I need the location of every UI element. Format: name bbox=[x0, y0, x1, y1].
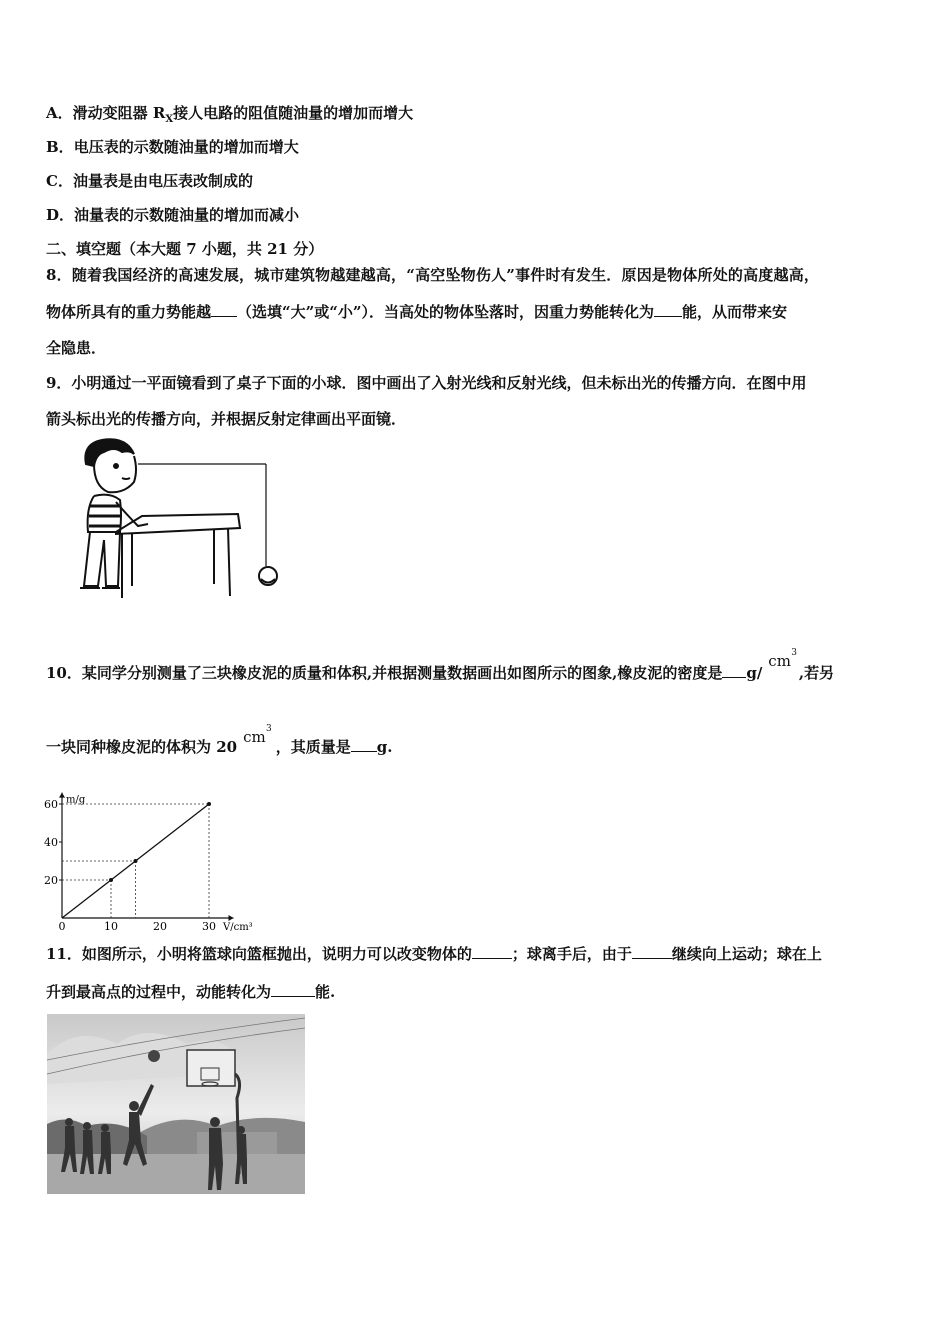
q10-blank-1[interactable] bbox=[722, 663, 746, 678]
q8-line2-b: （选填“大”或“小”）．当高处的物体坠落时，因重力势能转化为 bbox=[237, 303, 655, 321]
option-a-letter: A． bbox=[46, 104, 73, 122]
q10-unit-exp-b: 3 bbox=[266, 724, 272, 734]
q8-line1: 8．随着我国经济的高速发展，城市建筑物越建越高，“高空坠物伤人”事件时有发生．原因是物体所处的高度越高， bbox=[46, 266, 820, 284]
q10-line2 bbox=[46, 724, 393, 757]
q11-line2-a: 升到最高点的过程中，动能转化为 bbox=[46, 983, 272, 1001]
q10-line1-c: ,若另 bbox=[798, 664, 835, 682]
q10-unit-cm3-a bbox=[768, 648, 797, 671]
option-b-text: 电压表的示数随油量的增加而增大 bbox=[73, 138, 299, 156]
data-point bbox=[109, 878, 113, 882]
x-tick-label: 30 bbox=[202, 920, 216, 933]
q11-blank-3[interactable] bbox=[271, 982, 315, 997]
option-d-letter: D． bbox=[46, 206, 75, 224]
boy-drawing bbox=[80, 439, 148, 588]
q9-figure bbox=[76, 436, 286, 604]
option-c bbox=[46, 171, 253, 191]
q8-blank-1[interactable] bbox=[211, 302, 237, 317]
q10-line1-a: 10．某同学分别测量了三块橡皮泥的质量和体积,并根据测量数据画出如图所示的图象,橡皮泥的密度是 bbox=[46, 664, 723, 682]
q11-line2-b: 能. bbox=[315, 983, 336, 1001]
option-c-letter: C． bbox=[46, 172, 73, 190]
q11-blank-1[interactable] bbox=[472, 944, 512, 959]
q10-unit-cm3-b bbox=[243, 724, 272, 747]
option-a bbox=[46, 103, 413, 130]
x-tick-label: 20 bbox=[153, 920, 167, 933]
q10-line1 bbox=[46, 648, 835, 683]
y-axis-label: m/g bbox=[66, 794, 86, 806]
x-tick-label: 0 bbox=[58, 920, 66, 933]
q8-line3: 全隐患． bbox=[46, 339, 107, 357]
chart-labels bbox=[66, 795, 253, 933]
x-tick-label: 10 bbox=[104, 920, 118, 933]
q11-blank-2[interactable] bbox=[632, 944, 672, 959]
data-point bbox=[207, 802, 211, 806]
chart-axes bbox=[59, 793, 234, 921]
q8-line2 bbox=[46, 302, 787, 322]
basketball-photo bbox=[47, 1014, 305, 1194]
q11-line2 bbox=[46, 982, 335, 1002]
q10-line2-c: g. bbox=[376, 738, 393, 756]
section-title: 二、填空题（本大题 7 小题，共 21 分） bbox=[46, 240, 324, 258]
q10-unit-cm-a: cm bbox=[768, 652, 791, 670]
option-a-text-pre: 滑动变阻器 R bbox=[72, 104, 166, 122]
option-a-text-post: 接人电路的阻值随油量的增加而增大 bbox=[173, 104, 414, 122]
table-drawing bbox=[116, 514, 240, 598]
q10-unit-exp-a: 3 bbox=[791, 648, 797, 658]
option-c-text: 油量表是由电压表改制成的 bbox=[72, 172, 253, 190]
q10-unit-g: g/ bbox=[746, 664, 763, 682]
q8-blank-2[interactable] bbox=[654, 302, 682, 317]
x-axis-arrow bbox=[229, 915, 234, 921]
data-point bbox=[134, 859, 138, 863]
q9-line1: 9．小明通过一平面镜看到了桌子下面的小球．图中画出了入射光线和反射光线，但未标出光的传播方向．在图中用 bbox=[46, 374, 807, 392]
q10-blank-2[interactable] bbox=[351, 737, 377, 752]
q10-unit-cm-b: cm bbox=[243, 728, 266, 746]
q11-line1-c: 继续向上运动；球在上 bbox=[671, 945, 822, 963]
q10-line2-a: 一块同种橡皮泥的体积为 20 bbox=[46, 738, 238, 756]
option-d-text: 油量表的示数随油量的增加而减小 bbox=[74, 206, 300, 224]
mass-volume-chart bbox=[40, 784, 253, 933]
option-a-subscript: X bbox=[165, 114, 174, 125]
q10-line2-b: ，其质量是 bbox=[275, 738, 351, 756]
basketball-icon bbox=[148, 1050, 160, 1062]
q9-line2: 箭头标出光的传播方向，并根据反射定律画出平面镜． bbox=[46, 410, 407, 428]
option-b bbox=[46, 137, 299, 157]
q11-line1-b: ；球离手后，由于 bbox=[511, 945, 632, 963]
q11-line1-a: 11．如图所示，小明将篮球向篮框抛出，说明力可以改变物体的 bbox=[46, 945, 472, 963]
q8-line2-a: 物体所具有的重力势能越 bbox=[46, 303, 212, 321]
q8-line2-c: 能，从而带来安 bbox=[682, 303, 788, 321]
option-d bbox=[46, 205, 299, 225]
q11-line1 bbox=[46, 944, 822, 964]
option-b-letter: B． bbox=[46, 138, 74, 156]
y-tick-label: 60 bbox=[44, 798, 58, 811]
y-tick-label: 20 bbox=[44, 874, 58, 887]
chart-series bbox=[62, 802, 211, 918]
y-tick-label: 40 bbox=[44, 836, 58, 849]
y-axis-arrow bbox=[59, 793, 65, 798]
x-axis-label: V/cm³ bbox=[223, 922, 253, 933]
